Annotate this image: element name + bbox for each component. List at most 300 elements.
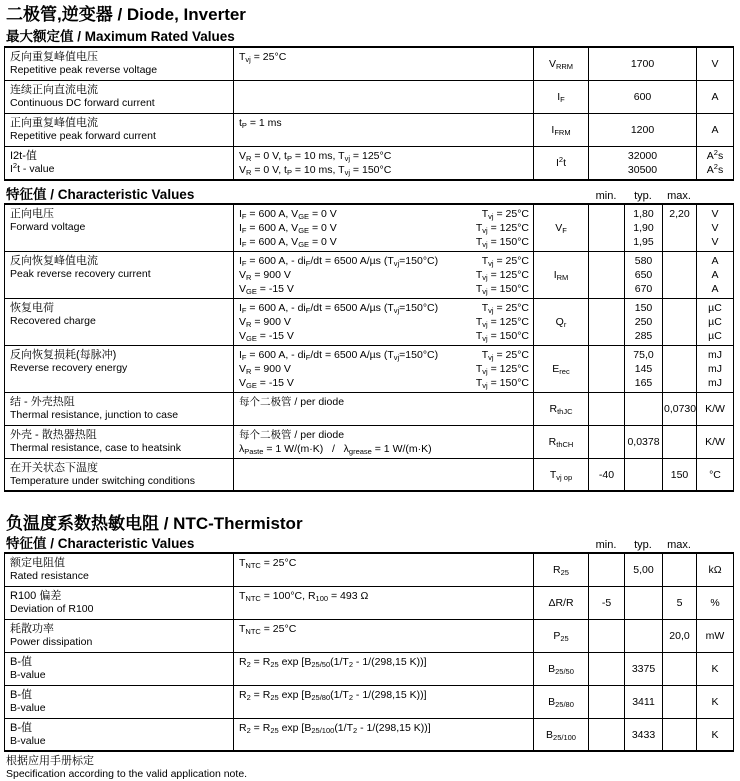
row-name-chinese: 额定电阻值 (10, 557, 65, 569)
condition-left: $I_F = 600$ A, $V_{GE} = 0$ V (239, 236, 337, 249)
typ-cell-value: 3375 (631, 663, 656, 675)
typ-cell (625, 686, 663, 718)
typ-cell-value: 150 (634, 302, 653, 314)
row-name-cell (5, 653, 234, 685)
typ-cell (625, 587, 663, 619)
row-name-english: Reverse recovery energy (10, 362, 128, 374)
row-name-cell (5, 686, 234, 718)
condition-left: $T_{vj} = 25^\circ C$ (239, 51, 287, 64)
table-row (4, 205, 734, 252)
row-name-cell (5, 147, 234, 179)
typ-cell-value: 250 (634, 316, 653, 328)
unit-cell-value: $A^2s$ (706, 148, 724, 162)
unit-cell-value: A (711, 255, 719, 267)
col-header-typ: typ. (634, 539, 652, 551)
symbol-cell-value: $I_{FRM}$ (551, 124, 571, 137)
ntc-thermistor-title: 负温度系数热敏电阻 / NTC-Thermistor (6, 514, 303, 533)
condition-cell (234, 686, 534, 718)
row-name-cell (5, 48, 234, 80)
unit-cell-value: V (711, 236, 719, 248)
unit-cell-value: µC (708, 330, 722, 342)
typ-cell (625, 426, 663, 458)
symbol-cell-value: $B_{25/50}$ (548, 663, 574, 676)
typ-cell (625, 459, 663, 490)
row-name-english: Forward voltage (10, 221, 86, 233)
col-header-typ: typ. (634, 190, 652, 202)
unit-cell-value: A (711, 124, 719, 136)
unit-cell-value: K/W (705, 436, 725, 448)
symbol-cell-value: $E_{rec}$ (552, 363, 570, 376)
row-name-english: Repetitive peak reverse voltage (10, 64, 158, 76)
unit-cell-value: mJ (708, 363, 722, 375)
unit-cell (697, 554, 734, 586)
condition-line (239, 221, 529, 235)
condition-left: $V_{GE} = -15$ V (239, 377, 294, 390)
row-name-cell (5, 205, 234, 251)
condition-left: $T_{NTC} = 100^\circ C$, $R_{100} = 493$ Ω (239, 590, 369, 603)
typ-cell-value: 165 (634, 377, 653, 389)
maximum-rated-values-table (4, 48, 734, 181)
condition-line (239, 395, 529, 409)
unit-cell (697, 620, 734, 652)
section-heading-characteristic-values: 特征值 / Characteristic Values (6, 187, 195, 202)
condition-right: $T_{vj} = 125^\circ C$ (475, 363, 529, 376)
section-heading-ntc-characteristic-values: 特征值 / Characteristic Values (6, 536, 195, 551)
condition-cell (234, 587, 534, 619)
condition-line (239, 301, 529, 315)
symbol-cell-value: $I_F$ (557, 91, 565, 104)
unit-cell-value: µC (708, 302, 722, 314)
condition-line (239, 282, 529, 296)
typ-cell-value: 0,0378 (627, 436, 660, 448)
row-name-chinese: 恢复电荷 (10, 302, 54, 314)
row-name-english: Recovered charge (10, 315, 96, 327)
value-cell (589, 114, 697, 146)
condition-line (239, 428, 529, 442)
unit-cell-value: A (711, 269, 719, 281)
condition-line (239, 442, 529, 456)
unit-cell-value: A (711, 283, 719, 295)
row-name-english: Power dissipation (10, 636, 93, 648)
condition-right: $T_{vj} = 25^\circ C$ (481, 208, 529, 221)
condition-cell (234, 459, 534, 490)
unit-cell-value: K (711, 663, 719, 675)
unit-cell-value: mW (705, 630, 725, 642)
condition-right: $T_{vj} = 125^\circ C$ (475, 222, 529, 235)
condition-right: $T_{vj} = 150^\circ C$ (475, 330, 529, 343)
table-row (4, 299, 734, 346)
condition-left: $R_2 = R_{25}$ $\exp [B_{25/50}(1/T_2 - 1/(298,15$ K))] (239, 656, 427, 669)
min-cell-value: -40 (598, 468, 615, 481)
table-row (4, 587, 734, 620)
row-name-chinese: B-值 (10, 722, 32, 734)
value-cell-value: 600 (633, 91, 652, 103)
symbol-cell-value: $V_{RRM}$ (548, 58, 574, 71)
condition-left: $I_F = 600$ A, - $di_F/dt = 6500$ A/µs $(T_{vj}=150^\circ C)$ (239, 349, 439, 362)
unit-cell (697, 252, 734, 298)
condition-line (239, 207, 529, 221)
max-cell (663, 554, 697, 586)
table-row (4, 459, 734, 492)
condition-line (239, 721, 529, 735)
max-cell (663, 587, 697, 619)
min-cell-value: -5 (601, 597, 612, 609)
max-cell (663, 252, 697, 298)
symbol-cell (534, 48, 589, 80)
row-name-english: Temperature under switching conditions (10, 475, 196, 487)
symbol-cell (534, 587, 589, 619)
min-cell (589, 393, 625, 425)
symbol-cell (534, 554, 589, 586)
max-cell (663, 653, 697, 685)
row-name-chinese: 正向电压 (10, 208, 54, 220)
max-cell (663, 719, 697, 750)
max-cell-value: 0,0730 (664, 403, 697, 415)
condition-cell (234, 252, 534, 298)
row-name-cell (5, 426, 234, 458)
condition-line (239, 655, 529, 669)
unit-cell (697, 48, 734, 80)
typ-cell (625, 346, 663, 392)
condition-left: $T_{NTC} = 25^\circ C$ (239, 557, 297, 570)
condition-left: $V_{GE} = -15$ V (239, 330, 294, 343)
typ-cell (625, 620, 663, 652)
condition-line (239, 254, 529, 268)
row-name-english: B-value (10, 702, 46, 714)
min-cell (589, 205, 625, 251)
symbol-cell-value: $I^2t$ (555, 155, 566, 169)
row-name-english: Repetitive peak forward current (10, 130, 156, 142)
condition-right: $T_{vj} = 125^\circ C$ (475, 269, 529, 282)
row-name-chinese: 在开关状态下温度 (10, 462, 98, 474)
symbol-cell (534, 299, 589, 345)
unit-cell (697, 393, 734, 425)
ntc-thermistor-table (4, 554, 734, 752)
max-cell (663, 393, 697, 425)
typ-cell (625, 393, 663, 425)
min-cell (589, 459, 625, 490)
row-name-cell (5, 393, 234, 425)
unit-cell (697, 459, 734, 490)
symbol-cell (534, 719, 589, 750)
row-name-english: Peak reverse recovery current (10, 268, 151, 280)
value-cell (589, 147, 697, 179)
typ-cell-value: 145 (634, 363, 653, 375)
characteristic-values-table (4, 205, 734, 492)
unit-cell-value: A (711, 91, 719, 103)
unit-cell-value: °C (709, 468, 721, 481)
row-name-english: B-value (10, 735, 46, 747)
unit-cell-value: mJ (708, 349, 722, 361)
condition-cell (234, 393, 534, 425)
condition-line (239, 315, 529, 329)
typ-cell-value: 3411 (632, 696, 655, 708)
symbol-cell (534, 147, 589, 179)
condition-right: $T_{vj} = 25^\circ C$ (481, 349, 529, 362)
footnote-chinese: 根据应用手册标定 (6, 755, 94, 767)
symbol-cell-value: $I_{RM}$ (553, 269, 569, 282)
value-cell (589, 81, 697, 113)
unit-cell-value: mJ (708, 377, 722, 389)
symbol-cell (534, 205, 589, 251)
row-name-cell (5, 114, 234, 146)
ntc-characteristic-values-header (4, 535, 734, 554)
condition-cell (234, 81, 534, 113)
typ-cell (625, 299, 663, 345)
table-row (4, 48, 734, 81)
row-name-cell (5, 346, 234, 392)
max-cell (663, 459, 697, 490)
unit-cell-value: K (711, 728, 719, 741)
condition-left: $R_2 = R_{25}$ $\exp [B_{25/100}(1/T_2 - 1/(298,15$ K))] (239, 722, 431, 735)
value-cell-value: 30500 (627, 164, 658, 176)
row-name-english: $I^2t$ - value (10, 161, 55, 175)
condition-right: $T_{vj} = 150^\circ C$ (475, 236, 529, 249)
condition-left: $V_R = 900$ V (239, 316, 291, 329)
max-cell (663, 299, 697, 345)
typ-cell (625, 653, 663, 685)
row-name-chinese: 结 - 外壳热阻 (10, 396, 75, 408)
typ-cell-value: 1,95 (633, 236, 654, 248)
unit-cell (697, 653, 734, 685)
unit-cell-value: V (711, 208, 719, 220)
symbol-cell (534, 653, 589, 685)
condition-right: $T_{vj} = 125^\circ C$ (475, 316, 529, 329)
symbol-cell-value: $R_{25}$ (553, 564, 569, 577)
symbol-cell-value: $B_{25/100}$ (546, 728, 576, 742)
page-title: 二极管,逆变器 / Diode, Inverter (6, 5, 246, 24)
typ-cell-value: 285 (634, 330, 653, 342)
value-cell-value: 1700 (630, 58, 655, 70)
table-row (4, 393, 734, 426)
symbol-cell (534, 459, 589, 490)
min-cell (589, 426, 625, 458)
table-row (4, 653, 734, 686)
unit-cell-value: $A^2s$ (706, 162, 724, 176)
table-row (4, 252, 734, 299)
condition-left: 每个二极管 / per diode (239, 396, 345, 408)
table-row (4, 686, 734, 719)
max-cell-value: 2,20 (669, 208, 690, 220)
condition-cell (234, 346, 534, 392)
condition-line (239, 688, 529, 702)
max-cell (663, 620, 697, 652)
condition-left: 每个二极管 / per diode (239, 429, 345, 441)
row-name-chinese: 连续正向直流电流 (10, 84, 98, 96)
unit-cell-value: K/W (705, 403, 725, 415)
condition-cell (234, 48, 534, 80)
unit-cell (697, 205, 734, 251)
max-cell-value: 150 (670, 468, 689, 481)
typ-cell-value: 650 (634, 269, 653, 281)
symbol-cell-value: $T_{vj op}$ (549, 468, 573, 482)
condition-cell (234, 554, 534, 586)
condition-left: $V_R = 0$ V, $t_P = 10$ ms, $T_{vj} = 150^\circ C$ (239, 164, 392, 177)
condition-line (239, 622, 529, 636)
value-cell (589, 48, 697, 80)
col-header-max: max. (667, 539, 691, 551)
symbol-cell (534, 620, 589, 652)
typ-cell-value: 670 (634, 283, 653, 295)
min-cell (589, 252, 625, 298)
condition-right: $T_{vj} = 150^\circ C$ (475, 377, 529, 390)
max-cell (663, 686, 697, 718)
row-name-cell (5, 620, 234, 652)
condition-left: $I_F = 600$ A, - $di_F/dt = 6500$ A/µs $(T_{vj}=150^\circ C)$ (239, 302, 439, 315)
col-header-min: min. (595, 190, 617, 202)
condition-left: $V_{GE} = -15$ V (239, 283, 294, 296)
max-cell (663, 346, 697, 392)
typ-cell (625, 719, 663, 750)
symbol-cell-value: $R_{thCH}$ (548, 436, 574, 449)
row-name-english: Rated resistance (10, 570, 89, 582)
condition-line (239, 376, 529, 390)
unit-cell (697, 147, 734, 179)
condition-right: $T_{vj} = 25^\circ C$ (481, 255, 529, 268)
section-heading-maximum-rated-values: 最大额定值 / Maximum Rated Values (4, 28, 734, 48)
condition-right: $T_{vj} = 25^\circ C$ (481, 302, 529, 315)
unit-cell (697, 426, 734, 458)
unit-cell (697, 587, 734, 619)
max-cell (663, 426, 697, 458)
row-name-chinese: B-值 (10, 689, 32, 701)
unit-cell (697, 299, 734, 345)
row-name-chinese: 正向重复峰值电流 (10, 117, 98, 129)
condition-left: $I_F = 600$ A, $V_{GE} = 0$ V (239, 208, 337, 221)
min-cell (589, 587, 625, 619)
min-cell (589, 653, 625, 685)
characteristic-values-header (4, 186, 734, 205)
typ-cell-value: 75,0 (633, 349, 654, 361)
condition-line (239, 50, 529, 64)
condition-line (239, 149, 529, 163)
value-cell-value: 32000 (627, 150, 658, 162)
row-name-chinese: I2t-值 (10, 150, 37, 162)
typ-cell-value: 5,00 (633, 564, 654, 576)
unit-cell (697, 346, 734, 392)
min-cell (589, 686, 625, 718)
condition-line (239, 268, 529, 282)
symbol-cell (534, 252, 589, 298)
unit-cell (697, 81, 734, 113)
unit-cell-value: % (710, 597, 720, 609)
row-name-english: B-value (10, 669, 46, 681)
row-name-english: Continuous DC forward current (10, 97, 155, 109)
unit-cell-value: kΩ (708, 564, 722, 576)
condition-left: $T_{NTC} = 25^\circ C$ (239, 623, 297, 636)
condition-cell (234, 299, 534, 345)
table-row (4, 147, 734, 181)
symbol-cell-value: $R_{thJC}$ (549, 403, 573, 416)
condition-cell (234, 205, 534, 251)
max-cell-value: 5 (676, 597, 683, 609)
unit-cell-value: V (711, 58, 719, 70)
table-row (4, 81, 734, 114)
col-header-min: min. (595, 539, 617, 551)
condition-left: $I_F = 600$ A, - $di_F/dt = 6500$ A/µs $(T_{vj}=150^\circ C)$ (239, 255, 439, 268)
symbol-cell-value: $Q_r$ (555, 316, 567, 329)
row-name-cell (5, 81, 234, 113)
table-row (4, 719, 734, 752)
symbol-cell (534, 346, 589, 392)
condition-line (239, 348, 529, 362)
value-cell-value: 1200 (630, 124, 655, 136)
condition-left: $R_2 = R_{25}$ $\exp [B_{25/80}(1/T_2 - 1/(298,15$ K))] (239, 689, 427, 702)
table-row (4, 554, 734, 587)
row-name-cell (5, 459, 234, 490)
max-cell-value: 20,0 (669, 630, 690, 642)
row-name-chinese: 耗散功率 (10, 623, 54, 635)
footnote-english: Specification according to the valid application note. (6, 768, 248, 780)
row-name-cell (5, 252, 234, 298)
symbol-cell (534, 393, 589, 425)
condition-left: $V_R = 0$ V, $t_P = 10$ ms, $T_{vj} = 125^\circ C$ (239, 150, 392, 163)
typ-cell-value: 1,90 (633, 222, 654, 234)
condition-line (239, 589, 529, 603)
unit-cell-value: V (711, 222, 719, 234)
row-name-english: Deviation of R100 (10, 603, 94, 615)
min-cell (589, 554, 625, 586)
condition-left: $V_R = 900$ V (239, 269, 291, 282)
condition-left: $t_P = 1$ ms (239, 117, 282, 130)
min-cell (589, 620, 625, 652)
row-name-cell (5, 554, 234, 586)
symbol-cell-value: $P_{25}$ (553, 630, 569, 643)
typ-cell (625, 252, 663, 298)
condition-left: $V_R = 900$ V (239, 363, 291, 376)
table-row (4, 114, 734, 147)
condition-right: $T_{vj} = 150^\circ C$ (475, 283, 529, 296)
max-cell (663, 205, 697, 251)
unit-cell-value: K (711, 696, 719, 708)
row-name-cell (5, 299, 234, 345)
condition-cell (234, 620, 534, 652)
unit-cell (697, 719, 734, 750)
row-name-chinese: 反向重复峰值电压 (10, 51, 98, 63)
symbol-cell (534, 114, 589, 146)
row-name-english: Thermal resistance, case to heatsink (10, 442, 181, 454)
condition-cell (234, 653, 534, 685)
min-cell (589, 299, 625, 345)
condition-cell (234, 426, 534, 458)
min-cell (589, 719, 625, 750)
col-header-max: max. (667, 190, 691, 202)
condition-line (239, 556, 529, 570)
typ-cell-value: 1,80 (633, 208, 654, 220)
unit-cell (697, 686, 734, 718)
row-name-chinese: 反向恢复损耗(每脉冲) (10, 349, 117, 361)
row-name-chinese: 外壳 - 散热器热阻 (10, 429, 97, 441)
table-row (4, 426, 734, 459)
condition-line (239, 362, 529, 376)
table-row (4, 620, 734, 653)
condition-line (239, 163, 529, 177)
unit-cell (697, 114, 734, 146)
row-name-chinese: 反向恢复峰值电流 (10, 255, 98, 267)
row-name-chinese: R100 偏差 (10, 590, 62, 602)
condition-cell (234, 114, 534, 146)
min-cell (589, 346, 625, 392)
row-name-cell (5, 719, 234, 750)
condition-line (239, 116, 529, 130)
condition-line (239, 235, 529, 249)
condition-cell (234, 147, 534, 179)
unit-cell-value: µC (708, 316, 722, 328)
symbol-cell-value: $V_F$ (555, 222, 567, 235)
typ-cell-value: 580 (634, 255, 653, 267)
condition-cell (234, 719, 534, 750)
typ-cell-value: 3433 (631, 728, 656, 741)
